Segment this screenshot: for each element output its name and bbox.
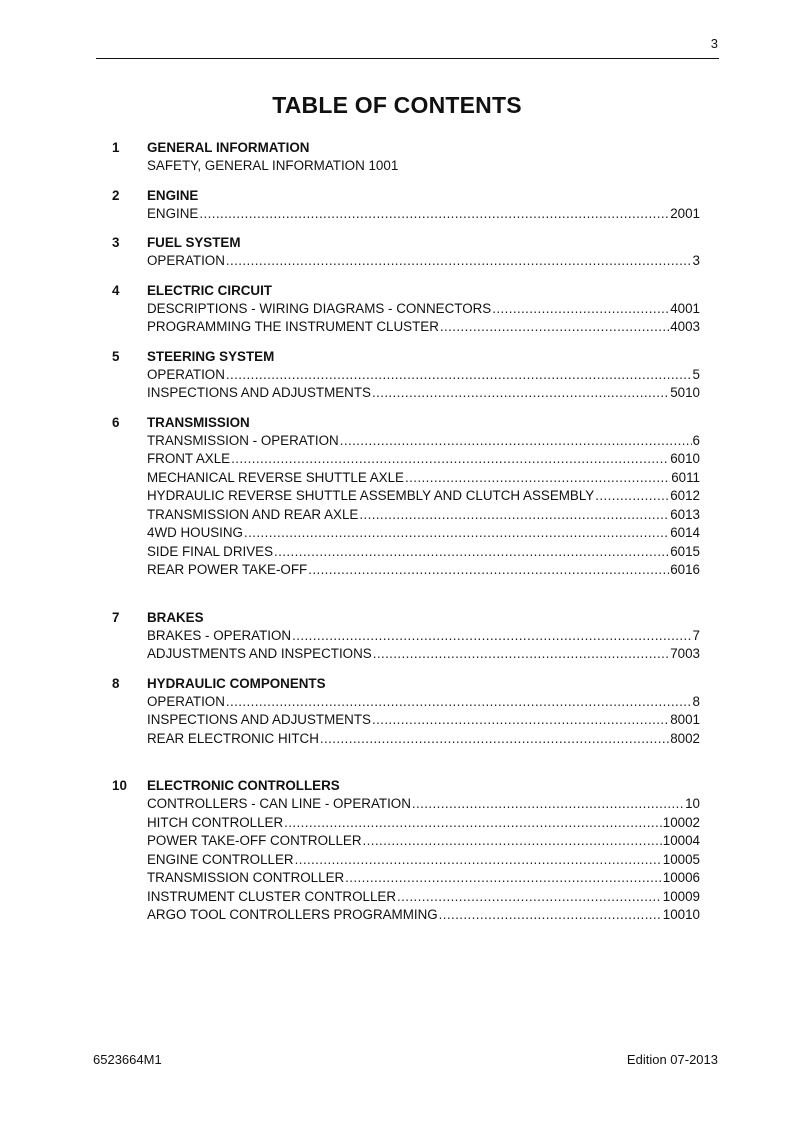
entry-label: MECHANICAL REVERSE SHUTTLE AXLE [147,469,404,485]
toc-entry[interactable] [112,730,700,749]
entry-label: OPERATION [147,253,225,268]
entry-page-number: 3 [692,253,700,268]
section-number: 7 [112,609,120,625]
entry-label: 4WD HOUSING [147,525,243,540]
toc-entry[interactable] [112,906,700,925]
entry-label: ARGO TOOL CONTROLLERS PROGRAMMING [147,907,438,922]
entry-label: SIDE FINAL DRIVES [147,543,274,559]
toc-entry[interactable] [112,205,700,224]
section-title: ENGINE [147,187,199,203]
dot-leader [492,300,669,319]
entry-label: TRANSMISSION AND REAR AXLE [147,506,359,522]
toc-section [112,414,700,580]
entry-page-number: 6013 [670,506,700,522]
entry-page-number: 6011 [671,469,700,485]
toc-entry[interactable] [112,366,700,385]
entry-page-number: 5010 [670,385,700,400]
dot-leader [412,795,684,814]
section-heading [112,348,700,366]
dot-leader [231,450,669,469]
toc-entry[interactable] [112,157,700,176]
section-title: ELECTRIC CIRCUIT [147,282,272,298]
entry-page-number: 7 [692,627,700,643]
dot-leader [320,730,669,749]
entry-page-number: 10002 [662,814,700,830]
section-number: 1 [112,140,120,155]
entry-label: ADJUSTMENTS AND INSPECTIONS [147,646,372,661]
dot-leader [363,832,662,851]
section-number: 2 [112,187,120,203]
entry-label: TRANSMISSION - OPERATION [147,432,339,448]
entry-label: REAR ELECTRONIC HITCH [147,730,319,746]
toc-entry[interactable] [112,832,700,851]
entry-page-number: 6015 [670,543,700,559]
dot-leader [405,469,670,488]
dot-leader [440,318,669,337]
toc-entry[interactable] [112,693,700,712]
header-rule [96,58,719,59]
section-title: BRAKES [147,609,204,625]
section-title: FUEL SYSTEM [147,235,241,250]
entry-page-number: 4001 [670,300,700,316]
toc-entry[interactable] [112,252,700,271]
dot-leader [397,888,662,907]
entry-label: OPERATION [147,366,225,382]
section-number: 10 [112,778,127,793]
dot-leader [340,432,692,451]
section-heading [112,187,700,205]
entry-page-number: 10010 [662,907,700,922]
dot-leader [274,543,669,562]
dot-leader [244,524,669,543]
section-number: 6 [112,414,120,430]
entry-page-number: 5 [692,366,700,382]
entry-page-number: 6012 [670,488,700,503]
entry-label: INSPECTIONS AND ADJUSTMENTS [147,385,371,400]
dot-leader [226,366,692,385]
toc-entry[interactable] [112,300,700,319]
toc-section [112,187,700,224]
entry-page-number: 10004 [662,833,700,848]
dot-leader [373,645,670,664]
section-number: 5 [112,348,120,364]
section-title: HYDRAULIC COMPONENTS [147,675,326,691]
entry-page-number: 7003 [670,646,700,661]
dot-leader [226,252,692,271]
dot-leader [359,506,669,525]
entry-page-number: 8002 [670,730,700,746]
dot-leader [372,711,669,730]
page-title: TABLE OF CONTENTS [272,92,522,118]
toc-section [112,348,700,403]
dot-leader [295,851,662,870]
entry-page-number: 6016 [670,562,700,577]
entry-label: FRONT AXLE [147,451,231,466]
entry-label: DESCRIPTIONS - WIRING DIAGRAMS - CONNECTORS [147,300,492,316]
toc-section [112,282,700,337]
section-number: 4 [112,282,120,298]
toc-entry[interactable] [112,851,700,870]
entry-label: CONTROLLERS - CAN LINE - OPERATION [147,796,411,811]
section-heading [112,777,700,795]
footer-doc-number: 6523664M1 [93,1052,162,1067]
toc-entry[interactable] [112,487,700,506]
table-of-contents [112,139,700,922]
toc-entry[interactable] [112,645,700,664]
toc-entry[interactable] [112,318,700,337]
entry-label: REAR POWER TAKE-OFF [147,562,308,577]
toc-entry[interactable] [112,543,700,562]
entry-page-number: 8 [692,693,700,709]
entry-label: BRAKES - OPERATION [147,627,292,643]
section-title: STEERING SYSTEM [147,348,275,364]
toc-entry[interactable] [112,469,700,488]
toc-entry[interactable] [112,814,700,833]
toc-section [112,139,700,176]
dot-leader [292,627,691,646]
toc-section [112,609,700,664]
toc-entry[interactable] [112,795,700,814]
section-title: TRANSMISSION [147,414,250,430]
toc-entry[interactable] [112,711,700,730]
entry-label: POWER TAKE-OFF CONTROLLER [147,833,362,848]
entry-page-number: 10005 [662,851,700,867]
entry-page-number: 10006 [662,870,700,885]
dot-leader [308,561,669,580]
entry-label: OPERATION [147,693,225,709]
entry-page-number: 6014 [670,525,700,540]
toc-entry[interactable] [112,869,700,888]
dot-leader [439,906,662,925]
section-heading [112,414,700,432]
entry-label: ENGINE CONTROLLER [147,851,294,867]
entry-page-number: 10 [685,796,700,811]
section-title: ELECTRONIC CONTROLLERS [147,778,340,793]
toc-section [112,777,700,925]
section-title: GENERAL INFORMATION [147,140,310,155]
dot-leader [284,814,662,833]
toc-entry[interactable] [112,450,700,469]
footer-edition: Edition 07-2013 [626,1052,718,1067]
entry-page-number: 6 [692,432,700,448]
toc-entry[interactable] [112,561,700,580]
dot-leader [345,869,662,888]
section-heading [112,139,700,157]
section-heading [112,234,700,252]
entry-label: HITCH CONTROLLER [147,814,284,830]
dot-leader [595,487,669,506]
toc-section [112,675,700,749]
section-number: 3 [112,235,120,250]
toc-entry[interactable] [112,384,700,403]
toc-section [112,234,700,271]
section-heading [112,282,700,300]
dot-leader [226,693,692,712]
toc-entry[interactable] [112,888,700,907]
toc-entry[interactable] [112,506,700,525]
toc-entry[interactable] [112,432,700,451]
toc-entry[interactable] [112,627,700,646]
page-number: 3 [710,36,718,51]
entry-label: HYDRAULIC REVERSE SHUTTLE ASSEMBLY AND CLUTCH ASSEMBLY [147,488,595,503]
entry-label: INSTRUMENT CLUSTER CONTROLLER [147,888,396,904]
entry-label: PROGRAMMING THE INSTRUMENT CLUSTER [147,319,439,334]
entry-label: SAFETY, GENERAL INFORMATION 1001 [147,158,399,173]
entry-page-number: 4003 [670,319,700,334]
entry-page-number: 10009 [662,888,700,904]
section-number: 8 [112,675,120,691]
entry-label: TRANSMISSION CONTROLLER [147,870,345,885]
section-heading [112,609,700,627]
entry-label: INSPECTIONS AND ADJUSTMENTS [147,712,371,727]
entry-label: ENGINE [147,205,199,221]
toc-entry[interactable] [112,524,700,543]
section-heading [112,675,700,693]
dot-leader [199,205,669,224]
entry-page-number: 6010 [670,451,700,466]
entry-page-number: 2001 [670,205,700,221]
entry-page-number: 8001 [670,712,700,727]
dot-leader [372,384,669,403]
